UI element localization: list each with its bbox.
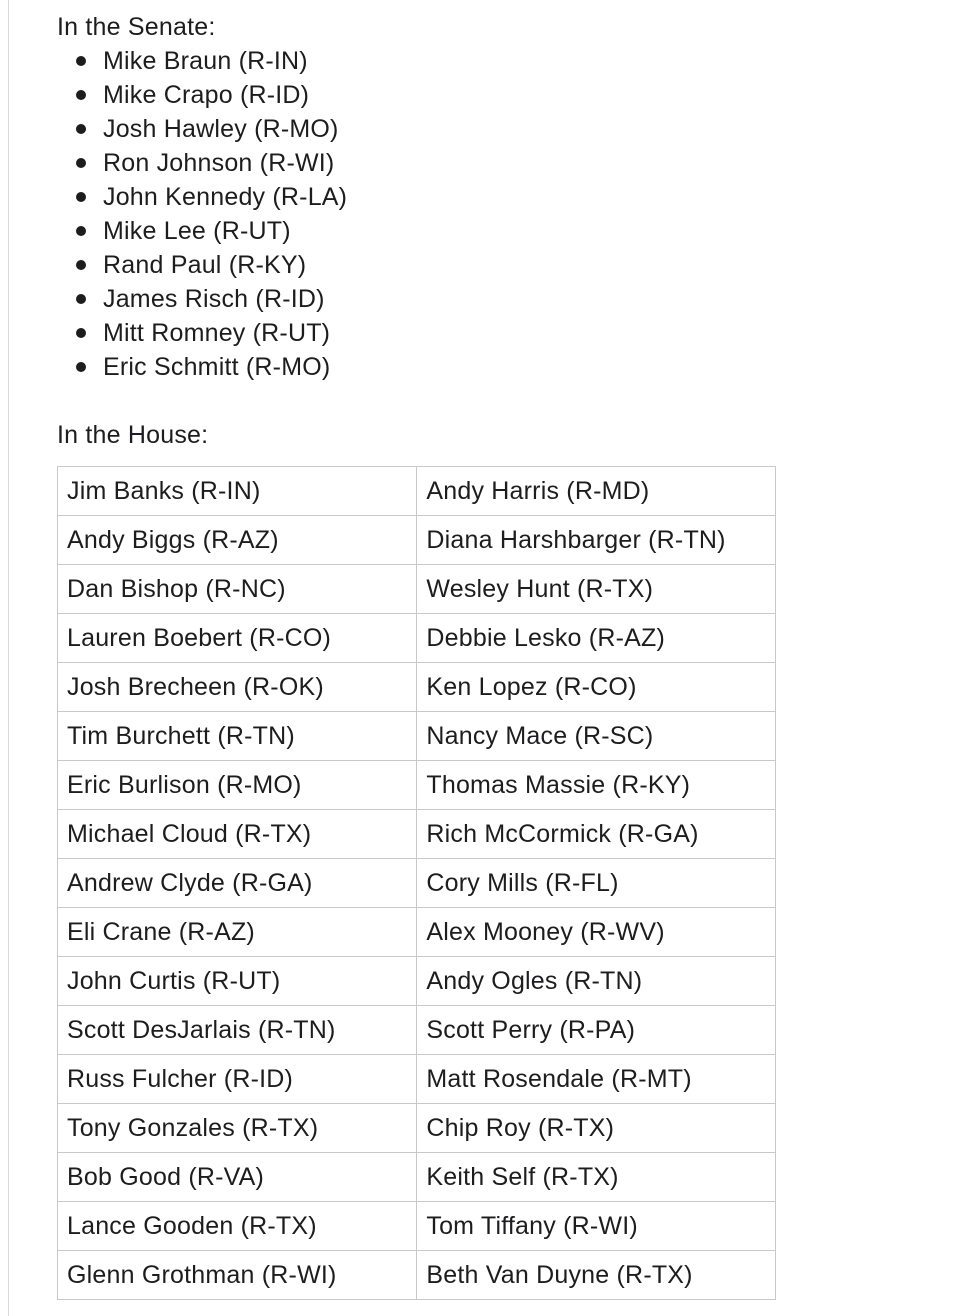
- bullet-icon: [76, 328, 86, 338]
- table-row: [58, 957, 776, 1006]
- bullet-icon: [76, 260, 86, 270]
- senate-member-name: James Risch (R-ID): [103, 285, 325, 313]
- senate-member-item: [57, 78, 957, 112]
- senate-member-name: Eric Schmitt (R-MO): [103, 353, 331, 381]
- house-heading: In the House:: [57, 421, 209, 449]
- table-cell[interactable]: Russ Fulcher (R-ID): [58, 1055, 417, 1104]
- table-cell[interactable]: Matt Rosendale (R-MT): [417, 1055, 776, 1104]
- senate-member-item: [57, 112, 957, 146]
- table-cell[interactable]: Andy Harris (R-MD): [417, 467, 776, 516]
- editor-left-rule: [8, 0, 9, 1316]
- senate-member-item: [57, 316, 957, 350]
- table-row: [58, 565, 776, 614]
- table-row: [58, 1055, 776, 1104]
- table-cell[interactable]: Jim Banks (R-IN): [58, 467, 417, 516]
- table-cell[interactable]: Lauren Boebert (R-CO): [58, 614, 417, 663]
- table-row: [58, 1202, 776, 1251]
- table-cell[interactable]: Chip Roy (R-TX): [417, 1104, 776, 1153]
- senate-member-list: [57, 44, 957, 384]
- table-cell[interactable]: Eli Crane (R-AZ): [58, 908, 417, 957]
- senate-member-item: [57, 350, 957, 384]
- table-row: [58, 761, 776, 810]
- senate-member-item: [57, 44, 957, 78]
- table-cell[interactable]: Josh Brecheen (R-OK): [58, 663, 417, 712]
- table-cell[interactable]: Tim Burchett (R-TN): [58, 712, 417, 761]
- table-row: [58, 516, 776, 565]
- table-cell[interactable]: Bob Good (R-VA): [58, 1153, 417, 1202]
- table-cell[interactable]: Lance Gooden (R-TX): [58, 1202, 417, 1251]
- table-row: [58, 1006, 776, 1055]
- table-cell[interactable]: Keith Self (R-TX): [417, 1153, 776, 1202]
- bullet-icon: [76, 294, 86, 304]
- table-cell[interactable]: Nancy Mace (R-SC): [417, 712, 776, 761]
- senate-member-name: John Kennedy (R-LA): [103, 183, 348, 211]
- table-cell[interactable]: Thomas Massie (R-KY): [417, 761, 776, 810]
- bullet-icon: [76, 90, 86, 100]
- bullet-icon: [76, 158, 86, 168]
- senate-member-name: Rand Paul (R-KY): [103, 251, 307, 279]
- table-row: [58, 1251, 776, 1300]
- table-row: [58, 663, 776, 712]
- table-cell[interactable]: Beth Van Duyne (R-TX): [417, 1251, 776, 1300]
- table-cell[interactable]: Alex Mooney (R-WV): [417, 908, 776, 957]
- bullet-icon: [76, 192, 86, 202]
- senate-member-name: Ron Johnson (R-WI): [103, 149, 335, 177]
- senate-member-item: [57, 214, 957, 248]
- senate-member-item: [57, 248, 957, 282]
- table-cell[interactable]: Debbie Lesko (R-AZ): [417, 614, 776, 663]
- table-cell[interactable]: Scott DesJarlais (R-TN): [58, 1006, 417, 1055]
- document-body: [57, 0, 957, 1300]
- table-row: [58, 467, 776, 516]
- table-cell[interactable]: Andy Ogles (R-TN): [417, 957, 776, 1006]
- senate-member-name: Mike Crapo (R-ID): [103, 81, 310, 109]
- senate-member-item: [57, 180, 957, 214]
- senate-member-name: Mike Lee (R-UT): [103, 217, 291, 245]
- senate-member-item: [57, 146, 957, 180]
- house-member-table: [57, 466, 776, 1300]
- senate-member-name: Mitt Romney (R-UT): [103, 319, 331, 347]
- table-row: [58, 712, 776, 761]
- table-row: [58, 1153, 776, 1202]
- table-cell[interactable]: Scott Perry (R-PA): [417, 1006, 776, 1055]
- table-cell[interactable]: Dan Bishop (R-NC): [58, 565, 417, 614]
- bullet-icon: [76, 56, 86, 66]
- table-cell[interactable]: Tony Gonzales (R-TX): [58, 1104, 417, 1153]
- table-row: [58, 614, 776, 663]
- table-cell[interactable]: Cory Mills (R-FL): [417, 859, 776, 908]
- table-cell[interactable]: Diana Harshbarger (R-TN): [417, 516, 776, 565]
- table-cell[interactable]: Andrew Clyde (R-GA): [58, 859, 417, 908]
- table-cell[interactable]: Tom Tiffany (R-WI): [417, 1202, 776, 1251]
- table-cell[interactable]: Rich McCormick (R-GA): [417, 810, 776, 859]
- bullet-icon: [76, 124, 86, 134]
- table-cell[interactable]: Ken Lopez (R-CO): [417, 663, 776, 712]
- table-row: [58, 908, 776, 957]
- senate-member-name: Mike Braun (R-IN): [103, 47, 308, 75]
- table-cell[interactable]: Andy Biggs (R-AZ): [58, 516, 417, 565]
- senate-heading: In the Senate:: [57, 13, 216, 41]
- table-cell[interactable]: Wesley Hunt (R-TX): [417, 565, 776, 614]
- senate-member-name: Josh Hawley (R-MO): [103, 115, 339, 143]
- bullet-icon: [76, 226, 86, 236]
- senate-member-item: [57, 282, 957, 316]
- bullet-icon: [76, 362, 86, 372]
- table-cell[interactable]: Eric Burlison (R-MO): [58, 761, 417, 810]
- table-cell[interactable]: John Curtis (R-UT): [58, 957, 417, 1006]
- table-cell[interactable]: Glenn Grothman (R-WI): [58, 1251, 417, 1300]
- table-row: [58, 859, 776, 908]
- table-cell[interactable]: Michael Cloud (R-TX): [58, 810, 417, 859]
- table-row: [58, 810, 776, 859]
- table-row: [58, 1104, 776, 1153]
